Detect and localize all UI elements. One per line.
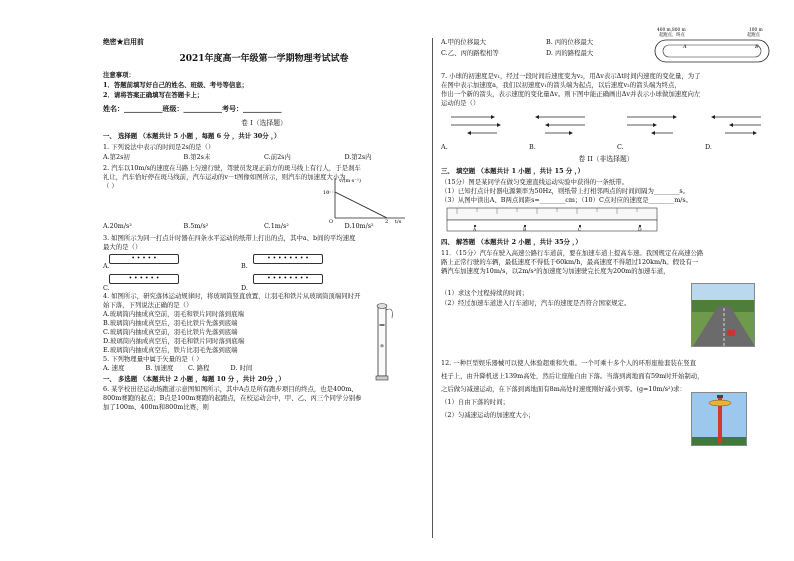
q5-option-a[interactable]: A. 速度 [103, 363, 125, 372]
q7-text-a: 7. 小球的初速度是v₁，经过一段时间后速度变为v₂，用Δv表示Δt时间内速度的变化量，为了 [441, 72, 701, 80]
q2-paren: （ ） [103, 182, 118, 191]
q6-option-b[interactable]: B. 丙的位移最大 [546, 38, 594, 46]
drop-tower-photo [691, 392, 747, 446]
track-label-100m: 100 m [749, 28, 763, 33]
q5-options [103, 364, 273, 372]
paper-tape-ruler [445, 206, 660, 234]
q3-label-d[interactable]: D. [241, 283, 248, 292]
q6-text-c: 加了100m、400m和800m比赛，则 [103, 403, 209, 412]
q2-option-c[interactable]: C.1m/s² [264, 222, 289, 231]
notice-1: 1．答题前填写好自己的姓名、班级、考号等信息； [103, 80, 249, 89]
q7-label-c[interactable]: C. [617, 143, 624, 151]
q3-tapes [103, 254, 425, 292]
q8-text-a: （15分）图是某同学在做匀变速直线运动实验中获得的一条纸带。 [441, 178, 629, 187]
q11-parts [441, 289, 771, 353]
q11-part-1: （1）求这个过程持续的时间； [441, 288, 529, 297]
tape-point-d: D [638, 228, 642, 234]
tape-point-b: B [523, 228, 527, 234]
notice-title: 注意事项： [103, 70, 135, 79]
q4-option-e[interactable]: E.玻璃筒内抽成真空后，铁片比羽毛先落到底端 [103, 345, 238, 354]
q5-text: 5. 下列物理量中属于矢量的是（ ） [103, 354, 203, 363]
q4-option-c[interactable]: C.玻璃筒内抽成真空前，羽毛比铁片先落到底端 [103, 327, 238, 336]
q4-option-b[interactable]: B.玻璃筒内抽成真空后，羽毛比铁片先落到底端 [103, 318, 238, 327]
volume-1-heading: 卷 I（选择题） [241, 119, 287, 128]
q6-options-row1 [441, 38, 651, 46]
q7-label-b[interactable]: B. [529, 143, 536, 151]
section-4-heading: 四、 解答题 （本题共计 2 小题 ，共计 35分 ，） [441, 238, 582, 247]
q4-option-d[interactable]: D.玻璃筒内抽成真空后，羽毛和铁片同时落到底端 [103, 336, 245, 345]
q7-vector-c [617, 111, 683, 141]
q6-option-a[interactable]: A.甲的位移最大 [441, 38, 486, 46]
q11-text-b: 路上正常行驶的车辆，最低速度不得低于60km/h，最高速度不得超过120km/h。假设有一 [441, 257, 699, 266]
q2-text-b: 礼让，汽车恰好停在斑马线前，汽车运动的v－t图像如图所示，则汽车的加速度大小为 [103, 173, 346, 182]
q12-text-b: 柱子上，由升降机送上139m高处，然后让座舱自由下落。当落到离地面有59m时开始制动， [441, 371, 704, 380]
q7-text-c: 作出一个新的箭头，表示速度的变化量Δv。则下图中能正确画出Δv并表示小球做加速度向左 [441, 90, 701, 98]
student-info-line[interactable]: 姓名：___________班级：___________考号：___________ [103, 103, 282, 113]
exam-title: 2021年度高一年级第一学期物理考试试卷 [179, 54, 349, 65]
track-label-start: 400 m,800 m [657, 28, 686, 33]
q7-vector-a [441, 111, 507, 141]
q3-text-b: 最大的是（） [103, 243, 142, 252]
q1-options [103, 153, 425, 161]
q6-continued [441, 28, 771, 64]
q2-graph-x2: 2 [385, 219, 389, 225]
q12-part-2: （2）匀减速运动的加速度大小； [441, 410, 535, 419]
q7-label-d[interactable]: D. [705, 143, 712, 151]
tape-point-c: C [578, 228, 582, 234]
glass-tube-figure [367, 300, 397, 382]
q6-option-d[interactable]: D. 丙的路程最大 [546, 49, 594, 57]
q6-option-c[interactable]: C.乙、丙的路程相等 [441, 49, 499, 57]
track-label-100m-2: 起跑点 [747, 33, 760, 38]
q6-text-b: 800m赛跑的起点；B点是100m赛跑的起跑点，在校运动会中，甲、乙、丙三个同学分别参 [103, 394, 362, 403]
q3-label-c[interactable]: C. [103, 283, 110, 292]
q7-figure-a [441, 111, 507, 151]
track-point-b: B [755, 44, 759, 50]
q5-option-c[interactable]: C. 路程 [188, 363, 210, 372]
section-2-heading: 一、 多选题 （本题共计 2 小题 ，每题 10 分 ，共计 20分 ，） [103, 374, 285, 383]
q7-figures [441, 111, 771, 151]
q12-text-a: 12. 一种巨型娱乐器械可以使人体验超重和失重。一个可乘十多个人的环形座舱套装在竖直 [441, 358, 697, 367]
section-3-heading: 三、 填空题 （本题共计 1 小题 ，共计 15 分 ，） [441, 167, 584, 176]
q5-option-d[interactable]: D. 时间 [230, 363, 253, 372]
q11-text-c: 辆汽车加速度为10m/s，以2m/s²的加速度匀加速驶完长度为200m的加速车道， [441, 266, 670, 275]
right-column [441, 28, 771, 458]
q2-graph-ylabel: v/(m·s⁻¹) [339, 178, 361, 185]
q4-text-a: 4. 如图所示，研究落体运动规律时，将玻璃筒竖直放置，让羽毛和铁片从玻璃筒顶端同时开 [103, 291, 361, 300]
column-divider [432, 38, 433, 538]
q12-parts [441, 398, 771, 458]
q2-option-b[interactable]: B.5m/s² [183, 222, 209, 231]
left-column [103, 38, 425, 414]
q1-option-d[interactable]: D.第2s内 [344, 153, 372, 162]
track-point-a: A [683, 44, 687, 50]
highway-photo [691, 283, 755, 347]
q3-tape-a: • • • • • [109, 254, 179, 264]
q3-tape-c: • • • • • • [109, 274, 179, 284]
q7-vector-b [529, 111, 595, 141]
q7-text-d: 运动的是（） [441, 99, 480, 107]
q11-part-2: （2）经过加速车道进入行车道时，汽车的速度是否符合国家规定。 [441, 299, 631, 308]
q1-option-b[interactable]: B.第2s末 [183, 153, 211, 162]
q4-option-a[interactable]: A.玻璃筒内抽成真空前，羽毛和铁片同时落到底端 [103, 309, 244, 318]
drop-tower-illustration [692, 393, 747, 446]
q1-text: 1. 下列说法中表示的时间是2s的是（） [103, 142, 215, 151]
q8-text-d: （3）从图中读出A、B两点间距s=________cm；（10）C点对应的速度是________m/s。 [441, 196, 693, 205]
track-label-start-2: 起跑点、终点 [659, 33, 685, 38]
section-1-heading: 一、 选择题 （本题共计 5 小题 ，每题 6 分 ，共计 30分 ，） [103, 131, 281, 140]
q6-options-row2 [441, 49, 651, 57]
q3-text-a: 3. 如图所示为同一打点计时器在四条水平运动的纸带上打出的点，其中a、b间的平均速度 [103, 234, 356, 243]
q3-tape-b: • • • • • • • • [253, 254, 323, 264]
q2-option-a[interactable]: A.20m/s² [103, 222, 132, 231]
track-diagram [651, 26, 773, 66]
q1-option-a[interactable]: A.第2s初 [103, 153, 130, 162]
q2-option-d[interactable]: D.10m/s² [344, 222, 374, 231]
q4-text-b: 始下落，下列说法正确的是（） [103, 300, 193, 309]
q7-figure-c [617, 111, 683, 151]
q12-part-1: （1）自由下落的时间； [441, 397, 509, 406]
q2-block [103, 178, 425, 225]
q7-label-a[interactable]: A. [441, 143, 448, 151]
q3-label-b[interactable]: B. [241, 261, 248, 270]
q1-option-c[interactable]: C.前2s内 [264, 153, 291, 162]
q7-figure-d [705, 111, 771, 151]
q6-text-a: 6. 某学校田径运动场跑道示意图如图所示，其中A点是所有跑步项目的终点，也是400m、 [103, 385, 358, 394]
q3-tape-d: • • • • • • • • [253, 274, 323, 284]
q4-block [103, 292, 425, 354]
q7-text-b: 在图中表示加速度a，我们以初速度v₁的箭头端为起点，以后速度v₂的箭头端为终点， [441, 81, 681, 89]
q2-text-a: 2. 汽车以10m/s的速度在马路上匀速行驶，驾驶员发现正前方的斑马线上有行人，于是刹车 [103, 164, 361, 173]
notice-2: 2．请将答案正确填写在答题卡上； [103, 90, 204, 99]
q11-text-a: 11．（15分）汽车在驶入高速公路行车道前，要在加速车道上提高车速。我国规定在高速公路 [441, 248, 704, 257]
q2-graph-origin: O [329, 219, 334, 225]
volume-2-heading: 卷 II（非选择题） [578, 155, 634, 163]
q12-text-c: 之后做匀减速运动，在下落到离地面有8m高处时速度刚好减小到零。(g=10m/s²)求： [441, 384, 686, 393]
q2-vt-graph [315, 174, 410, 224]
highway-illustration [692, 284, 755, 347]
q2-graph-xlabel: t/s [395, 219, 402, 225]
tape-point-a: A [473, 228, 477, 234]
q2-graph-y10: 10 [323, 190, 330, 197]
q3-label-a[interactable]: A. [103, 261, 110, 270]
q8-text-b: （1）已知打点计时器电源频率为50Hz，则纸带上打相邻两点的时间间隔为________s。 [441, 187, 690, 196]
secret-mark: 绝密★启用前 [103, 38, 144, 46]
q7-vector-d [705, 111, 771, 141]
q5-option-b[interactable]: B. 加速度 [145, 363, 174, 372]
q7-figure-b [529, 111, 595, 151]
